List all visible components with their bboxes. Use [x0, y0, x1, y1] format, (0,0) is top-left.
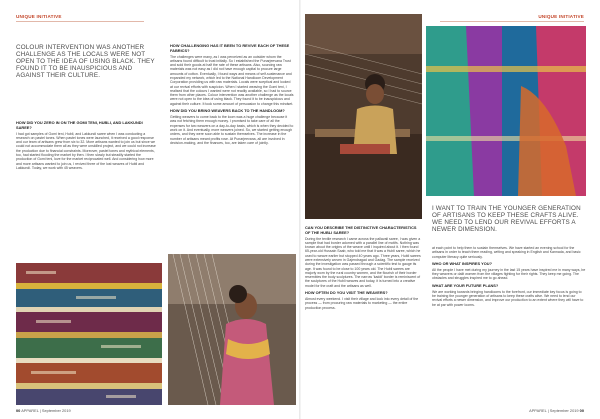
photo-sarees-display [426, 26, 586, 196]
answer-paragraph: Almost every weekend. I visit their village and look into every detail of the process — from procuring raw materials to marketing — the entire production process. [305, 297, 419, 310]
question-heading: CAN YOU DESCRIBE THE DISTINCTIVE CHARACTERISTICS OF THE HUBLI SAREE? [305, 225, 417, 235]
pullquote-right: I WANT TO TRAIN THE YOUNGER GENERATION OF ARTISANS TO KEEP THESE CRAFTS ALIVE. WE NEED TO LEND OUR REVIVAL EFFORTS A NEWER DIMENSION. [432, 205, 581, 233]
column-right-2 [432, 246, 586, 308]
answer-paragraph: The challenges were many, as I was perceived as an outsider whom the artisans found difficult to trust initially. So I established the Punarjeevana Trust and sold their goods at half the rate of these artisans. Also, sourcing raw materials was not easy as I did not have enough capital to procure large amounts of cotton. Eventually, I found ways and means of self-sustenance and expanded my network, which led to the National Handloom Development Corporation providing us with raw materials. Locals were sceptical and looked at our revival efforts with suspicion. When I started weaving the Gomi teni, I realised that the colours I wanted were not readily available, so I had to source them from other places. Colour intervention was another challenge as the locals were not open to the idea of using black. They found it to be inauspicious and against their culture. It took some amount of persuasion to change this mindset. [170, 54, 294, 106]
pullquote-left: COLOUR INTERVENTION WAS ANOTHER CHALLENGE AS THE LOCALS WERE NOT OPEN TO THE IDEA OF USING BLACK. THEY FOUND IT TO BE INAUSPICIOUS AND AGAINST THEIR CULTURE. [16, 44, 155, 79]
saree-stack-illustration [16, 263, 162, 405]
photo-weaver-threads [168, 254, 296, 405]
question-heading: WHAT ARE YOUR FUTURE PLANS? [432, 282, 499, 288]
question-heading: HOW CHALLENGING HAS IT BEEN TO REVIVE EACH OF THESE FABRICS? [170, 43, 290, 53]
weaver-loom-illustration [305, 14, 422, 219]
weaver-threads-illustration [168, 254, 296, 405]
footer-text-left: APPAREL | September 2019 [21, 408, 71, 413]
answer-paragraph: All the people I have met during my journey in the last 15 years have inspired me in many ways, be they weavers or dalit women from the villages fighting for their rights. They keep me going. The obstacles and struggles inspired me to go ahead. [432, 267, 586, 281]
spread-gutter [299, 0, 301, 419]
column-right-1 [305, 226, 422, 311]
question-heading: HOW DID YOU ZERO IN ON THE GOMI TENI, HUBLI, AND LAKKUNDI SAREE? [16, 120, 143, 130]
answer-paragraph: We are working towards bringing handlooms to the forefront, our immediate key focus is going to be training the younger generation of artisans to keep these crafts alive. We need to lend our revival efforts a newer dimension, and improve our production to an extent where they will have to be at par with power looms. [432, 289, 584, 307]
answer-paragraph: During the textile research I came across the pallavali saree, I was given a sample that had border adorned with a parallel line of motifs. Nothing was known about the origins of the weave until I inquired about it. I then found 65-year-old Hussain Saab, who told me that it was a Hubli saree, which he used to weave earlier but stopped 40 years ago. Three years, Hubli sarees were extensively woven in Gajendragad and Gadag. The sample received during the investigation was passed through a scientific test to gauge its age. It was found to be close to 100 years old. The Hubli sarees are majorly worn by the rural country women, and the flourish of their border resembles the body sculptures. The narrow 'kaddi' border is reminiscent of the sculptures of the Hubli weaves and today, it is turned into a creative model for the craft and the artisans as well. [305, 236, 421, 288]
column-middle [170, 44, 294, 147]
section-tag-left: UNIQUE INITIATIVE [16, 14, 62, 19]
footer-text-right: APPAREL | September 2019 [529, 408, 579, 413]
photo-saree-stack [16, 263, 162, 405]
footer-right [529, 408, 584, 413]
section-tag-right: UNIQUE INITIATIVE [538, 14, 584, 19]
page-number-left: 00 [16, 408, 21, 413]
photo-weaver-loom [305, 14, 422, 219]
header-rule-left [16, 21, 144, 22]
sarees-display-illustration [426, 26, 586, 196]
page-number-right: 00 [579, 408, 584, 413]
question-heading: HOW DID YOU BRING WEAVERS BACK TO THE HANDLOOM? [170, 108, 285, 114]
footer-left [16, 408, 71, 413]
question-heading: WHO OR WHAT INSPIRES YOU? [432, 260, 492, 266]
answer-paragraph: at each point to help them to sustain themselves. We have started an evening school for the artisans in order to teach them reading, writing and speaking in English and Kannada, and basic computer literacy quite seriously. [432, 246, 581, 259]
column-left [16, 118, 156, 172]
header-rule-right [440, 21, 584, 22]
question-heading: HOW OFTEN DO YOU VISIT THE WEAVERS? [305, 290, 388, 296]
answer-paragraph: I had got samples of Gomi teni, Hubli, and Lakkundi saree when I was conducting a research on pastel tones. When pastel tones were launched, it received a good response and our team of artisans grew from six to 32. More artisans wanted to join us but since we could not accommodate them all as they were unskilled project, and we could not increase the production due to financial constraints. Moreover, pastel tones and mythical elements, too, had started flooding the market by then. I then slowly but steadily started the production of Gomi teni, love for the market reciprocated well. And considering how more and more artisans wanted to join us, I revived three of the lost weaves of Hubli and Lakkundi. Today, we work with 45 weavers. [16, 131, 156, 170]
answer-paragraph: Getting weavers to come back to the loom was a huge challenge because it was not fetching them enough money. I promised to take care of all the expenses for two weavers on a day-to-day basis, which is when they decided to work on it. And eventually, more weavers joined. So, we started getting enough orders, and they were soon able to sustain themselves. The increase in the number of artisans meant profits rose. At Punarjeevana, all are involved in decision-making, and the finances, too, are taken care of jointly. [170, 115, 294, 145]
